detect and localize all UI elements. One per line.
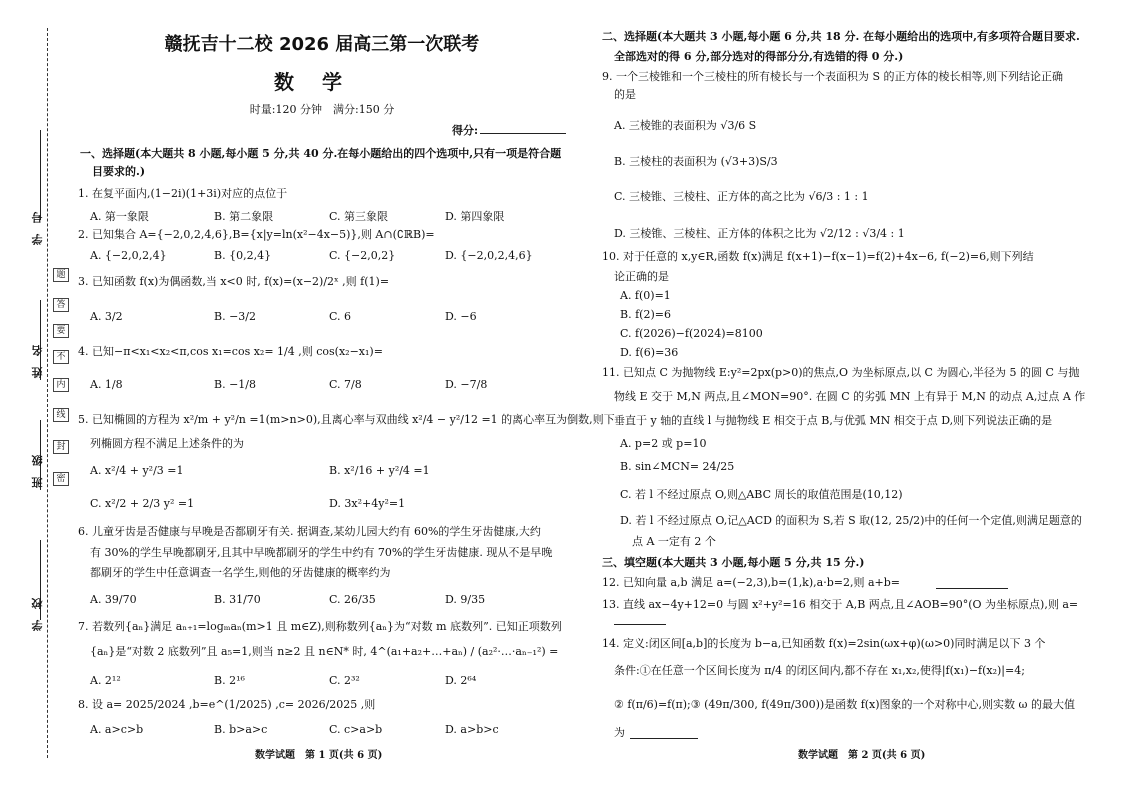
q11-option-b[interactable]: B. sin∠MCN= 24/25	[620, 460, 735, 473]
q2-option-b[interactable]: B. {0,2,4}	[214, 249, 272, 262]
q7-option-c[interactable]: C. 2³²	[329, 674, 360, 687]
seal-char-6: 线	[53, 408, 69, 422]
question-1: 1. 在复平面内,(1−2i)(1+3i)对应的点位于	[78, 187, 288, 200]
q8-option-d[interactable]: D. a>b>c	[445, 723, 499, 736]
question-4: 4. 已知−π<x₁<x₂<π,cos x₁=cos x₂= 1/4 ,则 cos(x₂−x₁)=	[78, 345, 383, 358]
q6-option-b[interactable]: B. 31/70	[214, 593, 261, 606]
q2-option-c[interactable]: C. {−2,0,2}	[329, 249, 396, 262]
q8-option-c[interactable]: C. c>a>b	[329, 723, 383, 736]
seal-char-1: 题	[53, 268, 69, 282]
q5-option-b[interactable]: B. x²/16 + y²/4 =1	[329, 464, 430, 477]
q7-option-a[interactable]: A. 2¹²	[90, 674, 121, 687]
school-label: 学 校	[31, 598, 44, 631]
q11-option-d[interactable]: D. 若 l 不经过原点 O,记△ACD 的面积为 S,若 S 取(12, 25/2)中的任何一个定值,则满足题意的	[620, 514, 1082, 527]
q9-option-c[interactable]: C. 三棱锥、三棱柱、正方体的高之比为 √6/3 : 1 : 1	[614, 190, 869, 203]
q11-option-a[interactable]: A. p=2 或 p=10	[620, 437, 707, 450]
exam-meta: 时量:120 分钟 满分:150 分	[249, 103, 395, 116]
question-14: 14. 定义:闭区间[a,b]的长度为 b−a,已知函数 f(x)=2sin(ωx+φ)(ω>0)同时满足以下 3 个	[602, 637, 1046, 650]
q7-option-d[interactable]: D. 2⁶⁴	[445, 674, 477, 687]
q12-answer-blank[interactable]	[936, 588, 1008, 589]
question-6: 6. 儿童牙齿是否健康与早晚是否都刷牙有关. 据调查,某幼儿园大约有 60%的学生牙齿健康,大约	[78, 525, 541, 538]
q7-option-b[interactable]: B. 2¹⁶	[214, 674, 245, 687]
section-2-header: 二、选择题(本大题共 3 小题,每小题 6 分,共 18 分. 在每小题给出的选项中,有多项符合题目要求.	[602, 30, 1080, 43]
q1-option-b[interactable]: B. 第二象限	[214, 210, 274, 223]
question-10: 10. 对于任意的 x,y∈R,函数 f(x)满足 f(x+1)−f(x−1)=f(2)+4x−6, f(−2)=6,则下列结	[602, 250, 1034, 263]
name-label: 姓 名	[31, 345, 44, 378]
question-11-cont-1: 物线 E 交于 M,N 两点,且∠MON=90°. 在圆 C 的劣弧 MN 上有异于 M,N 的动点 A,过点 A 作	[614, 390, 1086, 403]
right-page	[598, 0, 1108, 794]
q10-option-c[interactable]: C. f(2026)−f(2024)=8100	[620, 327, 763, 340]
question-3: 3. 已知函数 f(x)为偶函数,当 x<0 时, f(x)=(x−2)/2ˣ ,则 f(1)=	[78, 275, 390, 288]
page-2-footer: 数学试题 第 2 页(共 6 页)	[798, 750, 926, 761]
q9-option-d[interactable]: D. 三棱锥、三棱柱、正方体的体积之比为 √2/12 : √3/4 : 1	[614, 227, 905, 240]
question-5: 5. 已知椭圆的方程为 x²/m + y²/n =1(m>n>0),且离心率与双曲线 x²/4 − y²/12 =1 的离心率互为倒数,则下	[78, 413, 615, 426]
seal-char-2: 答	[53, 298, 69, 312]
q1-option-d[interactable]: D. 第四象限	[445, 210, 505, 223]
seal-char-8: 密	[53, 472, 69, 486]
q3-option-c[interactable]: C. 6	[329, 310, 352, 323]
question-7: 7. 若数列{aₙ}满足 aₙ₊₁=logₘaₙ(m>1 且 m∈Z),则称数列{aₙ}为“对数 m 底数列”. 已知正项数列	[78, 620, 562, 633]
question-6-cont-2: 都刷牙的学生中任意调查一名学生,则他的牙齿健康的概率约为	[90, 566, 391, 579]
q5-option-d[interactable]: D. 3x²+4y²=1	[329, 497, 406, 510]
q9-option-b[interactable]: B. 三棱柱的表面积为 (√3+3)S/3	[614, 155, 778, 168]
q1-option-c[interactable]: C. 第三象限	[329, 210, 389, 223]
section-1-header: 一、选择题(本大题共 8 小题,每小题 5 分,共 40 分.在每小题给出的四个选项中,只有一项是符合题	[80, 147, 562, 160]
section-1-header-cont: 目要求的.)	[92, 165, 146, 178]
q4-option-b[interactable]: B. −1/8	[214, 378, 256, 391]
seal-char-4: 不	[53, 350, 69, 364]
q4-option-d[interactable]: D. −7/8	[445, 378, 488, 391]
question-12: 12. 已知向量 a,b 满足 a=(−2,3),b=(1,k),a·b=2,则 a+b=	[602, 576, 900, 589]
q4-option-a[interactable]: A. 1/8	[90, 378, 123, 391]
question-13: 13. 直线 ax−4y+12=0 与圆 x²+y²=16 相交于 A,B 两点,且∠AOB=90°(O 为坐标原点),则 a=	[602, 598, 1079, 611]
q1-option-a[interactable]: A. 第一象限	[90, 210, 149, 223]
q6-option-d[interactable]: D. 9/35	[445, 593, 486, 606]
score-field[interactable]	[452, 122, 566, 138]
question-14-cont-3: 为	[614, 726, 625, 739]
student-id-label: 学 号	[31, 212, 44, 245]
seal-char-5: 内	[53, 378, 69, 392]
question-2: 2. 已知集合 A={−2,0,2,4,6},B={x|y=ln(x²−4x−5)},则 A∩(∁ℝB)=	[78, 228, 435, 241]
q3-option-b[interactable]: B. −3/2	[214, 310, 256, 323]
score-label: 得分:	[452, 124, 479, 137]
seal-char-3: 要	[53, 324, 69, 338]
q13-answer-blank[interactable]	[614, 624, 666, 625]
q3-option-d[interactable]: D. −6	[445, 310, 477, 323]
q6-option-c[interactable]: C. 26/35	[329, 593, 376, 606]
score-blank[interactable]	[480, 133, 566, 134]
binding-strip	[0, 0, 66, 794]
question-14-cont-1: 条件:①在任意一个区间长度为 π/4 的闭区间内,都不存在 x₁,x₂,使得|f(x₁)−f(x₂)|=4;	[614, 664, 1025, 677]
q2-option-d[interactable]: D. {−2,0,2,4,6}	[445, 249, 533, 262]
page-1-footer: 数学试题 第 1 页(共 6 页)	[255, 750, 383, 761]
q10-option-d[interactable]: D. f(6)=36	[620, 346, 679, 359]
question-7-cont: {aₙ}是“对数 2 底数列”且 a₅=1,则当 n≥2 且 n∈N* 时, 4^(a₁+a₂+…+aₙ) / (a₂²·…·aₙ₋₁²) =	[90, 645, 559, 658]
question-9-cont: 的是	[614, 88, 636, 101]
q3-option-a[interactable]: A. 3/2	[90, 310, 123, 323]
q11-option-d-cont: 点 A 一定有 2 个	[632, 535, 716, 548]
q10-option-a[interactable]: A. f(0)=1	[620, 289, 671, 302]
question-8: 8. 设 a= 2025/2024 ,b=e^(1/2025) ,c= 2026/2025 ,则	[78, 698, 376, 711]
seal-line	[47, 28, 48, 758]
left-page	[72, 0, 615, 794]
q2-option-a[interactable]: A. {−2,0,2,4}	[90, 249, 167, 262]
question-11-cont-2: 垂直于 y 轴的直线 l 与抛物线 E 相交于点 B,与优弧 MN 相交于点 D,则下列说法正确的是	[614, 414, 1053, 427]
question-10-cont: 论正确的是	[614, 270, 669, 283]
question-11: 11. 已知点 C 为抛物线 E:y²=2px(p>0)的焦点,O 为坐标原点,以 C 为圆心,半径为 5 的圆 C 与抛	[602, 366, 1080, 379]
subject-title: 数学	[274, 70, 370, 94]
student-id-blank[interactable]	[40, 130, 41, 220]
question-14-cont-2: ② f(π/6)=f(π);③ (49π/300, f(49π/300))是函数 f(x)图象的一个对称中心,则实数 ω 的最大值	[614, 698, 1076, 711]
question-6-cont-1: 有 30%的学生早晚都刷牙,且其中早晚都刷牙的学生中约有 70%的学生牙齿健康. 现从不是早晚	[90, 546, 553, 559]
class-label: 班 级	[31, 455, 44, 488]
q5-option-a[interactable]: A. x²/4 + y²/3 =1	[90, 464, 184, 477]
q8-option-b[interactable]: B. b>a>c	[214, 723, 268, 736]
exam-title: 赣抚吉十二校 2026 届高三第一次联考	[164, 34, 480, 55]
q6-option-a[interactable]: A. 39/70	[90, 593, 137, 606]
q4-option-c[interactable]: C. 7/8	[329, 378, 362, 391]
q9-option-a[interactable]: A. 三棱锥的表面积为 √3/6 S	[614, 119, 757, 132]
q14-answer-blank[interactable]	[630, 738, 698, 739]
q5-option-c[interactable]: C. x²/2 + 2/3 y² =1	[90, 497, 195, 510]
q8-option-a[interactable]: A. a>c>b	[90, 723, 144, 736]
section-2-header-cont: 全部选对的得 6 分,部分选对的得部分分,有选错的得 0 分.)	[614, 50, 904, 63]
question-9: 9. 一个三棱锥和一个三棱柱的所有棱长与一个表面积为 S 的正方体的棱长相等,则下列结论正确	[602, 70, 1064, 83]
question-5-cont: 列椭圆方程不满足上述条件的为	[90, 437, 244, 450]
section-3-header: 三、填空题(本大题共 3 小题,每小题 5 分,共 15 分.)	[602, 556, 865, 569]
q11-option-c[interactable]: C. 若 l 不经过原点 O,则△ABC 周长的取值范围是(10,12)	[620, 488, 903, 501]
q10-option-b[interactable]: B. f(2)=6	[620, 308, 671, 321]
seal-char-7: 封	[53, 440, 69, 454]
